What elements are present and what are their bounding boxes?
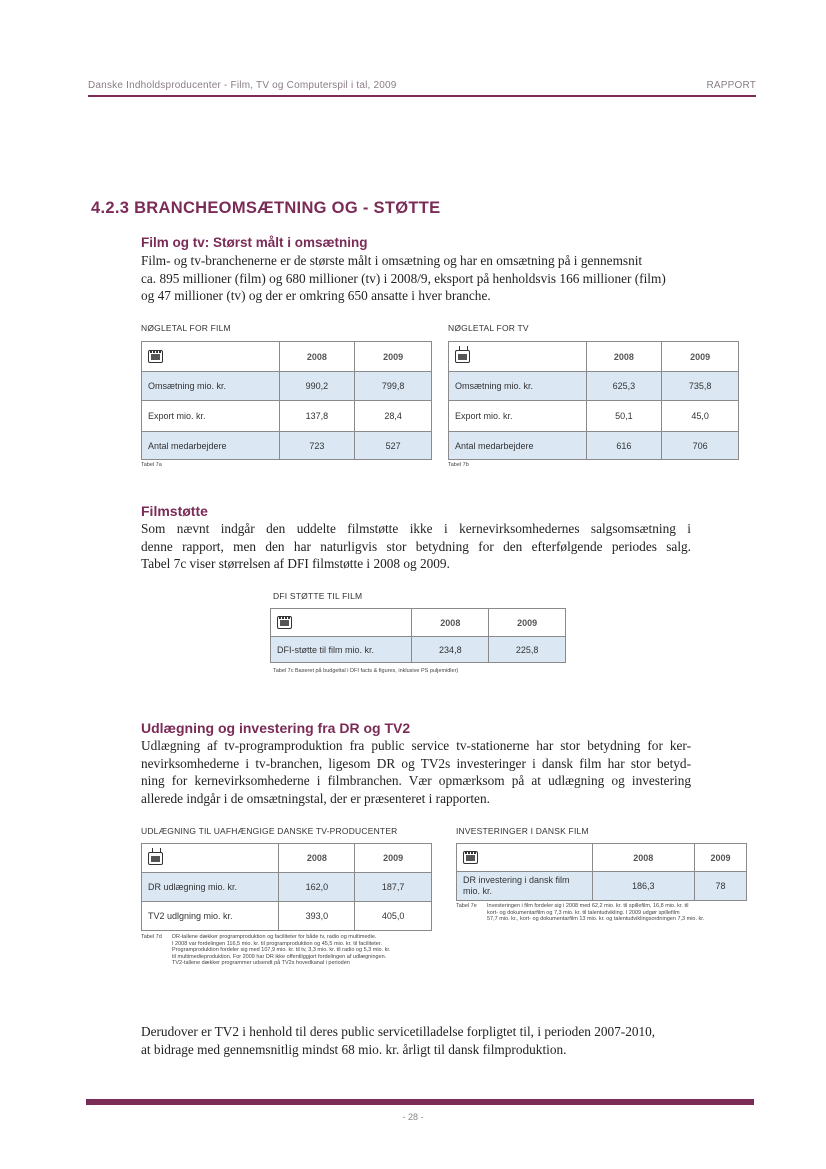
cell-2008: 234,8: [412, 637, 489, 663]
row-label: Antal medarbejdere: [449, 432, 587, 460]
cell-2008: 162,0: [279, 873, 355, 902]
table-inv-caption-head: Tabel 7e: [456, 903, 477, 909]
paragraph-line: denne rapport, men den har naturligvis stor betydning for den efterfølgende periodes salg.: [141, 538, 691, 554]
cell-2009: 45,0: [662, 401, 739, 432]
col-2008: 2008: [586, 342, 662, 372]
caption-line: DR-tallene dækker programproduktion og faciliteter for både tv, radio og multimedie.: [172, 934, 377, 940]
table-tv: [448, 341, 739, 460]
table-row: [142, 902, 432, 931]
cell-2008: 723: [279, 432, 355, 460]
table-row: [457, 872, 747, 901]
paragraph-line: ning for kernevirksomhederne i filmbranchen. Vær opmærksom på at udlægning og investering: [141, 773, 691, 789]
paragraph-line: at bidrage med gennemsnitlig mindst 68 mio. kr. årligt til dansk filmproduktion.: [141, 1041, 567, 1057]
paragraph-line: ca. 895 millioner (film) og 680 millioner (tv) i 2008/9, eksport på henholdsvis 166 millioner (film): [141, 270, 666, 286]
tv-icon: [142, 844, 279, 873]
paragraph-line: nevirksomhederne i tv-branchen, ligesom DR og TV2s investeringer i dansk film har stor betyd-: [141, 755, 691, 771]
table-inv-label: INVESTERINGER I DANSK FILM: [456, 826, 589, 836]
col-2008: 2008: [279, 844, 355, 873]
table-header-row: [142, 342, 432, 372]
table-film: [141, 341, 432, 460]
cell-2009: 405,0: [355, 902, 432, 931]
footer-rule: [86, 1099, 754, 1105]
caption-line: TV2-tallene dækker programmer udsendt på TV2s hovedkanal i perioden: [172, 960, 350, 967]
film-clapper-icon: [271, 609, 412, 637]
caption-line: I 2008 var fordelingen 116,5 mio. kr. til programproduktion og 45,5 mio. kr. til faciliteter.: [172, 940, 382, 947]
paragraph-line: allerede indgår i de omsætningstal, der er præsenteret i rapporten.: [141, 790, 490, 806]
running-header-section: RAPPORT: [706, 80, 756, 91]
table-row: [142, 372, 432, 401]
table-udl-caption: [172, 934, 442, 967]
table-row: [142, 432, 432, 460]
closing-paragraph: [141, 1023, 701, 1058]
cell-2009: 225,8: [489, 637, 566, 663]
col-2009: 2009: [489, 609, 566, 637]
table-udl: [141, 843, 432, 931]
table-row: [271, 637, 566, 663]
col-2008: 2008: [279, 342, 355, 372]
caption-line: Investeringen i film fordeler sig i 2008 med 62,2 mio. kr. til spillefilm, 16,8 mio. kr. til: [487, 903, 689, 909]
section-title: 4.2.3 BRANCHEOMSÆTNING OG - STØTTE: [91, 199, 441, 217]
header-rule: [88, 95, 756, 97]
cell-2008: 137,8: [279, 401, 355, 432]
cell-2008: 625,3: [586, 372, 662, 401]
col-2009: 2009: [355, 844, 432, 873]
cell-2008: 186,3: [592, 872, 695, 901]
udlaegning-subtitle: Udlægning og investering fra DR og TV2: [141, 720, 411, 736]
col-2008: 2008: [412, 609, 489, 637]
cell-2009: 735,8: [662, 372, 739, 401]
paragraph-line: Som nævnt indgår den uddelte filmstøtte ikke i kernevirksomhedernes salgsomsætning i: [141, 521, 691, 536]
tv-icon: [449, 342, 587, 372]
table-header-row: [271, 609, 566, 637]
col-2008: 2008: [592, 844, 695, 872]
table-row: [449, 401, 739, 432]
table-inv-caption: [487, 903, 757, 923]
cell-2009: 78: [695, 872, 747, 901]
page-number: - 28 -: [402, 1112, 424, 1122]
caption-line: Programproduktion fordeler sig med 107,9 mio. kr. til tv, 3,3 mio. kr. til radio og 5,3 mio. kr.: [172, 947, 391, 954]
filmstotte-paragraph: [141, 520, 691, 573]
table-dfi: [270, 608, 566, 663]
col-2009: 2009: [695, 844, 747, 872]
paragraph-line: Film- og tv-branchenerne er de største målt i omsætning og har en omsætning på i gennemsnit: [141, 253, 643, 268]
table-row: [142, 401, 432, 432]
col-2009: 2009: [355, 342, 432, 372]
col-2009: 2009: [662, 342, 739, 372]
film-tv-subtitle: Film og tv: Størst målt i omsætning: [141, 235, 368, 250]
table-row: [449, 432, 739, 460]
cell-2008: 393,0: [279, 902, 355, 931]
cell-2009: 706: [662, 432, 739, 460]
table-header-row: [142, 844, 432, 873]
table-udl-caption-head: Tabel 7d: [141, 934, 162, 940]
film-tv-paragraph: [141, 252, 691, 305]
table-header-row: [449, 342, 739, 372]
table-film-label: NØGLETAL FOR FILM: [141, 323, 231, 333]
row-label: DFI-støtte til film mio. kr.: [271, 637, 412, 663]
udlaegning-paragraph: [141, 737, 691, 807]
row-label: Omsætning mio. kr.: [142, 372, 280, 401]
table-tv-caption: Tabel 7b: [448, 462, 469, 468]
film-clapper-icon: [457, 844, 593, 872]
table-tv-label: NØGLETAL FOR TV: [448, 323, 529, 333]
cell-2008: 616: [586, 432, 662, 460]
row-label: Export mio. kr.: [142, 401, 280, 432]
cell-2009: 28,4: [355, 401, 432, 432]
caption-line: kort- og dokumentarfilm og 7,3 mio. kr. til talentudvikling. I 2009 udgør spillefilm: [487, 909, 680, 916]
row-label: DR investering i dansk film mio. kr.: [457, 872, 593, 901]
table-udl-label: UDLÆGNING TIL UAFHÆNGIGE DANSKE TV-PRODUCENTER: [141, 826, 398, 836]
caption-line: 57,7 mio. kr., kort- og dokumentarfilm 13 mio. kr. og talentudviklingsordningen 7,3 mio. kr.: [487, 916, 705, 923]
row-label: Omsætning mio. kr.: [449, 372, 587, 401]
table-inv: [456, 843, 747, 901]
cell-2009: 187,7: [355, 873, 432, 902]
filmstotte-subtitle: Filmstøtte: [141, 503, 208, 519]
cell-2009: 799,8: [355, 372, 432, 401]
row-label: Export mio. kr.: [449, 401, 587, 432]
table-film-caption: Tabel 7a: [141, 462, 162, 468]
cell-2008: 990,2: [279, 372, 355, 401]
paragraph-line: Tabel 7c viser størrelsen af DFI filmstøtte i 2008 og 2009.: [141, 556, 450, 572]
table-dfi-caption: Tabel 7c Baseret på budgettal i DFI facts & figures, inklusive PS puljemidler): [273, 668, 459, 674]
row-label: TV2 udlgning mio. kr.: [142, 902, 279, 931]
paragraph-line: Derudover er TV2 i henhold til deres public servicetilladelse forpligtet til, i perioden 2007-2010,: [141, 1024, 656, 1039]
table-dfi-label: DFI STØTTE TIL FILM: [273, 591, 363, 601]
caption-line: til multimedieproduktion. For 2009 har DR ikke offentliggjort fordelingen af udlægningen.: [172, 953, 387, 960]
table-row: [449, 372, 739, 401]
cell-2008: 50,1: [586, 401, 662, 432]
table-header-row: [457, 844, 747, 872]
film-clapper-icon: [142, 342, 280, 372]
cell-2009: 527: [355, 432, 432, 460]
row-label: DR udlægning mio. kr.: [142, 873, 279, 902]
running-header-title: Danske Indholdsproducenter - Film, TV og Computerspil i tal, 2009: [88, 80, 397, 91]
paragraph-line: og 47 millioner (tv) og der er omkring 650 ansatte i hver branche.: [141, 288, 491, 304]
paragraph-line: Udlægning af tv-programproduktion fra public service tv-stationerne har stor betydning for ker-: [141, 738, 691, 753]
row-label: Antal medarbejdere: [142, 432, 280, 460]
table-row: [142, 873, 432, 902]
